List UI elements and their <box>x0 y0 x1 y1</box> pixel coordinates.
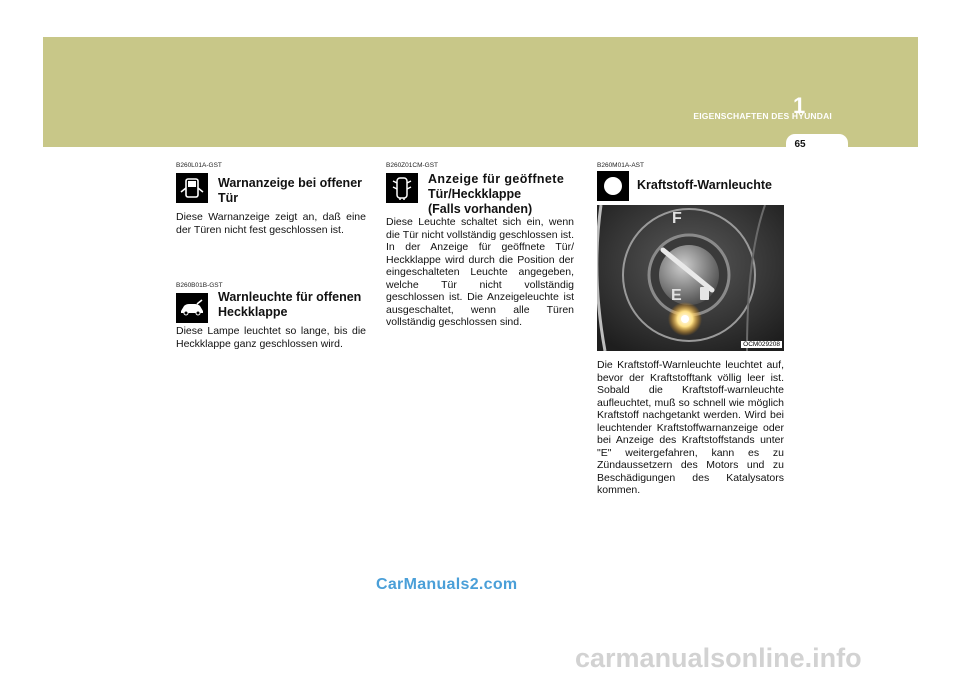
section-body: Die Kraftstoff-Warnleuchte leuchtet auf, bevor der Kraftstofftank völlig leer ist. Sobald die Kraftstoff-warnleuchte aufleuchtet, muß so schnell wie möglich Kraftstoff nachgetankt werden. Wird bei leuchtender Kraftstoffwarnanzeige oder bei Anzeige des Kraftstoffstands unter "E" weitergefahren, kann es zu Zündaussetzern des Motors und zu Beschädigungen des Katalysators kommen. <box>597 359 784 496</box>
section-heading: Anzeige für geöffnete Tür/Heckklappe (Falls vorhanden) <box>428 172 565 216</box>
chapter-number: 1 <box>793 93 806 118</box>
section-heading: Warnleuchte für offenen Heckklappe <box>218 290 362 319</box>
section-body: Diese Warnanzeige zeigt an, daß eine der Türen nicht fest geschlossen ist. <box>176 211 366 236</box>
car-trunk-icon <box>176 293 208 323</box>
section-code: B260L01A-GST <box>176 162 222 169</box>
fuel-gauge-photo <box>597 205 784 351</box>
image-code: OCM029208 <box>743 341 780 348</box>
section-code: B260M01A-AST <box>597 162 644 169</box>
section-code: B260B01B-GST <box>176 282 223 289</box>
door-open-icon <box>176 173 208 203</box>
gauge-full-label: F <box>672 210 682 227</box>
fuel-pump-icon <box>597 171 629 201</box>
section-body: Diese Leuchte schaltet sich ein, wenn die Tür nicht vollständig geschlossen ist. In der Anzeige für geöffnete Tür/ Heckklappe wird durch die Position der eingeschalteten Leuchte angegeben, welche Tür nicht vollständig geschlossen ist. Die Anzeigeleuchte ist ausgeschaltet, wenn alle Türen vollständig geschlossen sind. <box>386 216 574 328</box>
section-heading: Warnanzeige bei offener Tür <box>218 176 363 205</box>
watermark-carmanuals2[interactable]: CarManuals2.com <box>376 576 518 593</box>
section-body: Diese Lampe leuchtet so lange, bis die Heckklappe ganz geschlossen wird. <box>176 325 366 350</box>
doors-tailgate-icon <box>386 173 418 203</box>
section-heading: Kraftstoff-Warnleuchte <box>637 178 772 192</box>
watermark-carmanualsonline: carmanualsonline.info <box>575 643 862 673</box>
section-code: B260Z01CM-GST <box>386 162 439 169</box>
chapter-header-band <box>43 37 918 147</box>
gauge-empty-label: E <box>671 287 682 304</box>
page-number: 65 <box>794 139 806 150</box>
chapter-title: EIGENSCHAFTEN DES HYUNDAI <box>693 111 832 121</box>
